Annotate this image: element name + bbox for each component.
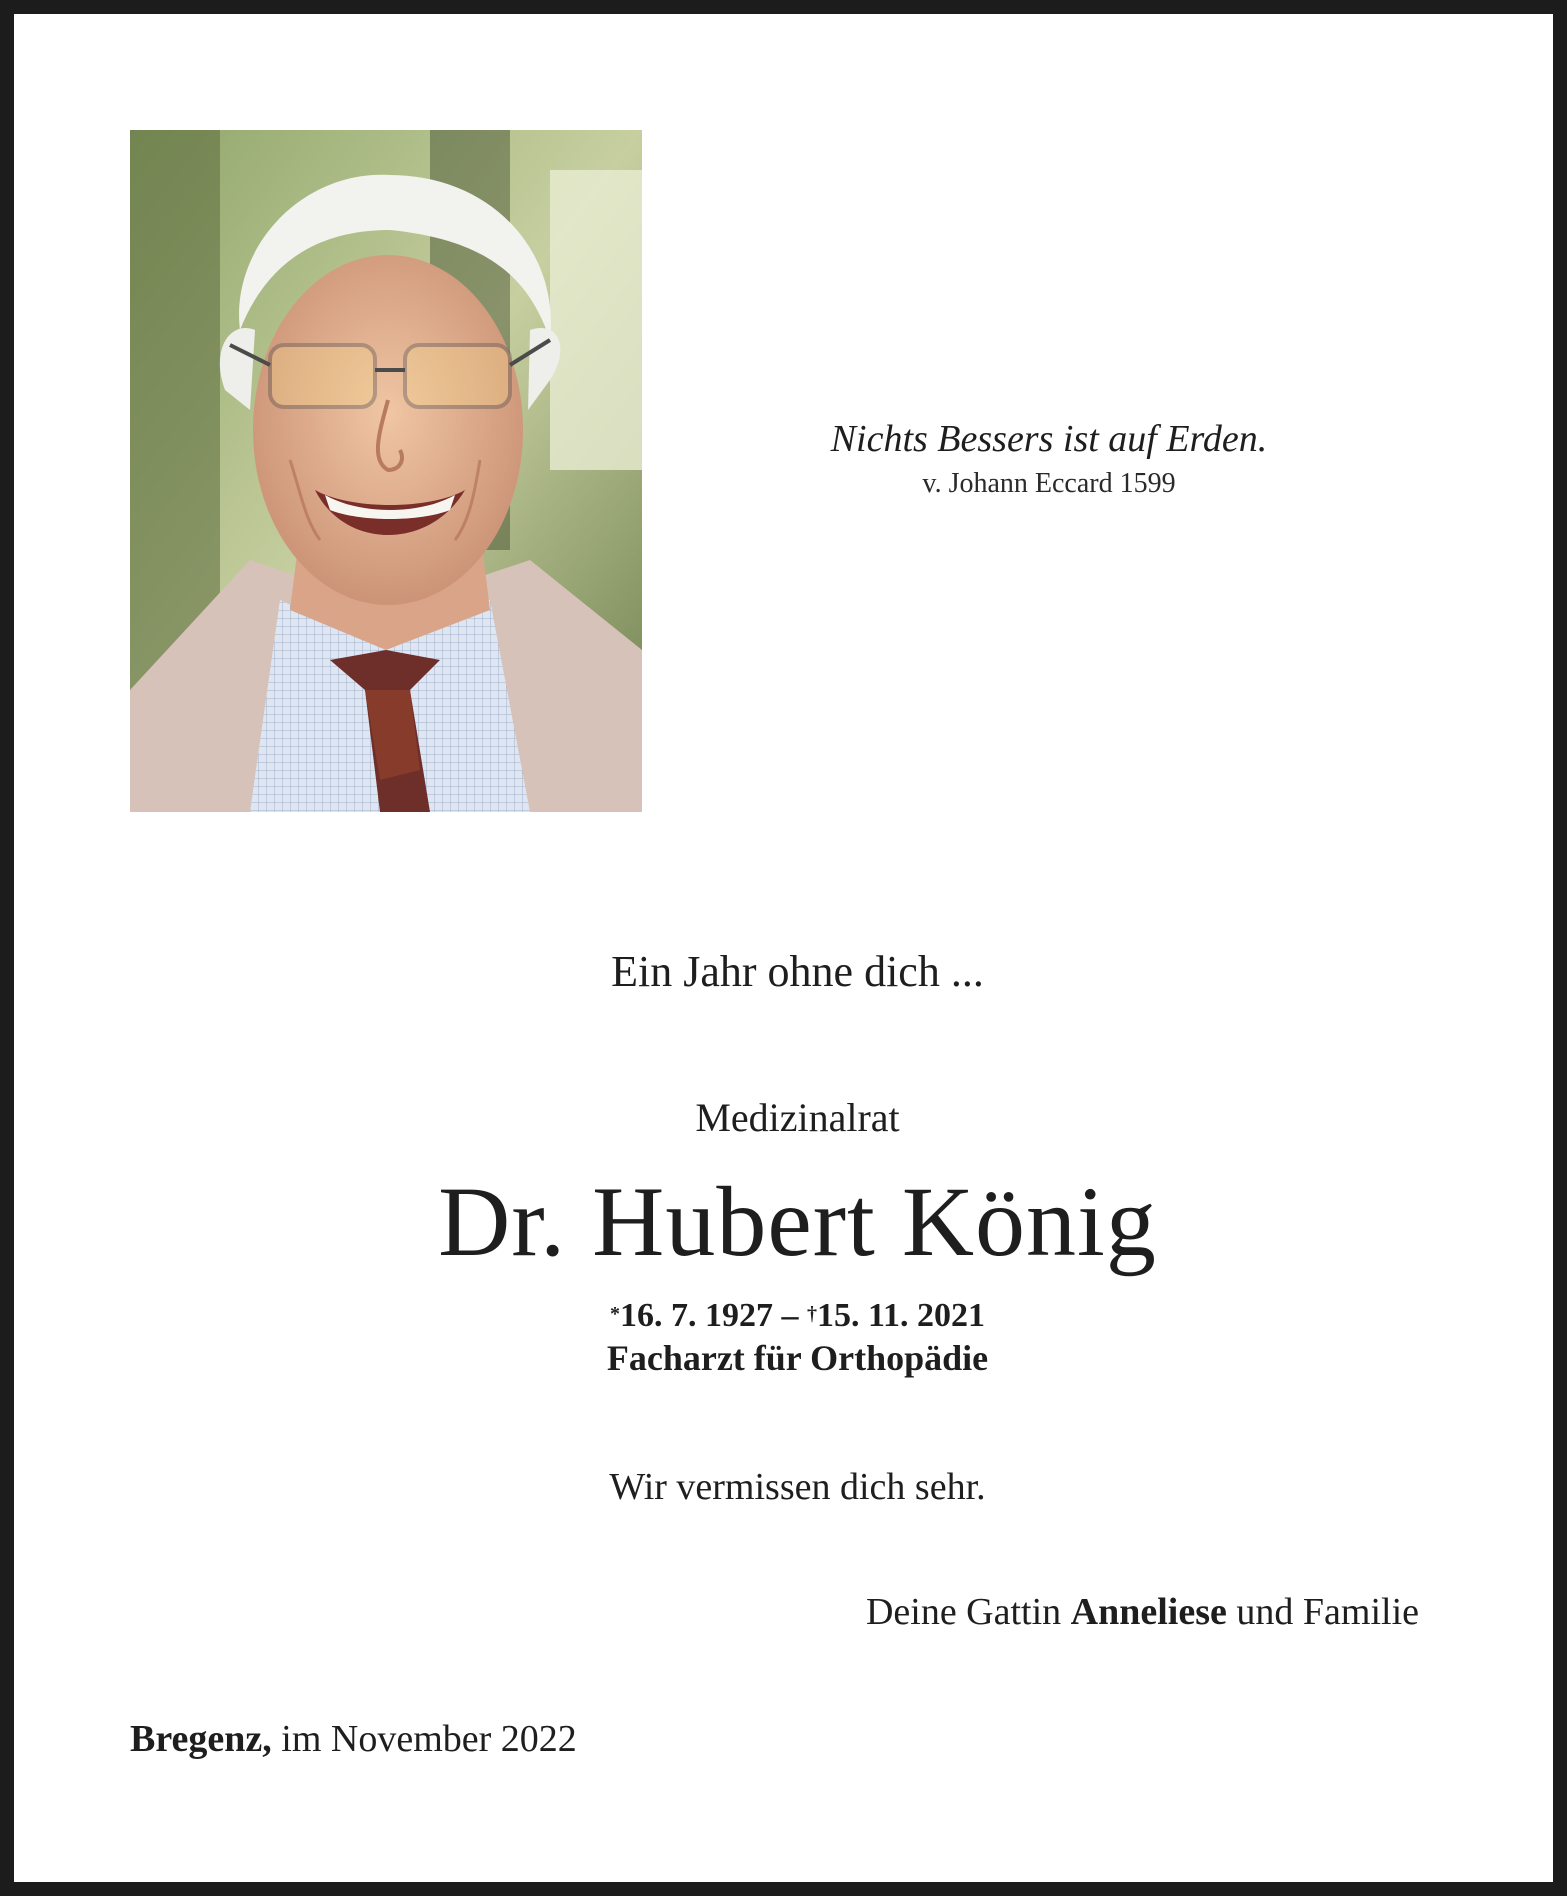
quote-block bbox=[734, 414, 1364, 504]
place-name: Bregenz, bbox=[130, 1718, 272, 1760]
portrait-photo bbox=[130, 130, 642, 812]
remembrance-message: Wir vermissen dich sehr. bbox=[609, 1466, 986, 1508]
death-date: 15. 11. 2021 bbox=[816, 1297, 986, 1334]
quote-text: Nichts Bessers ist auf Erden. bbox=[830, 418, 1268, 460]
profession: Facharzt für Orthopädie bbox=[606, 1338, 989, 1378]
notice-date: im November 2022 bbox=[281, 1718, 577, 1760]
deceased-name: Dr. Hubert König bbox=[438, 1166, 1157, 1277]
intro-text: Ein Jahr ohne dich ... bbox=[611, 947, 984, 996]
life-dates bbox=[14, 1296, 1567, 1336]
honorific-title: Medizinalrat bbox=[695, 1095, 900, 1140]
signature-suffix: und Familie bbox=[1236, 1591, 1419, 1633]
died-symbol: † bbox=[806, 1303, 817, 1325]
born-symbol: * bbox=[609, 1303, 620, 1325]
date-dash: – bbox=[772, 1297, 807, 1334]
place-date bbox=[130, 1714, 577, 1764]
signature-prefix: Deine Gattin bbox=[865, 1591, 1062, 1633]
family-signature bbox=[866, 1587, 1419, 1637]
birth-date: 16. 7. 1927 bbox=[619, 1297, 773, 1334]
spouse-name: Anneliese bbox=[1070, 1591, 1227, 1633]
quote-source: v. Johann Eccard 1599 bbox=[922, 468, 1176, 499]
